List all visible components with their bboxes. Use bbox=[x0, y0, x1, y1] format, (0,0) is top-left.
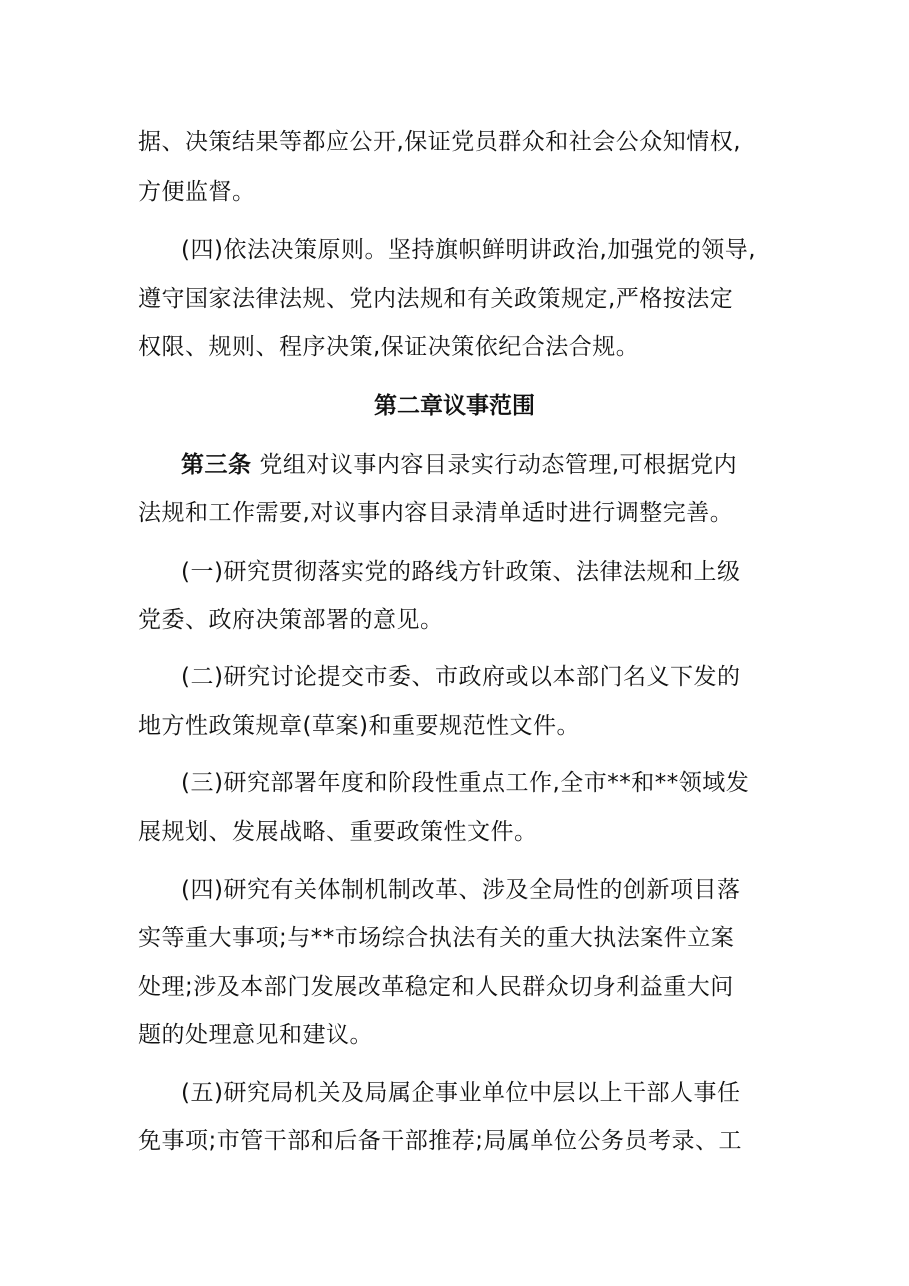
text-line: 权限、规则、程序决策,保证决策依纪合法合规。 bbox=[138, 334, 640, 360]
article-text: 党组对议事内容目录实行动态管理,可根据党内 bbox=[259, 452, 738, 478]
text-line: 实等重大事项;与**市场综合执法有关的重大执法案件立案 bbox=[138, 925, 735, 951]
text-line: 地方性政策规章(草案)和重要规范性文件。 bbox=[138, 713, 580, 739]
text-line: 据、决策结果等都应公开,保证党员群众和社会公众知情权, bbox=[138, 129, 742, 155]
text-line: (五)研究局机关及局属企事业单位中层以上干部人事任 bbox=[181, 1080, 741, 1106]
text-line: (三)研究部署年度和阶段性重点工作,全市**和**领域发 bbox=[181, 770, 750, 796]
text-line: 党委、政府决策部署的意见。 bbox=[138, 607, 444, 633]
chapter-heading: 第二章议事范围 bbox=[374, 393, 535, 419]
text-line: (四)研究有关体制机制改革、涉及全局性的创新项目落 bbox=[181, 877, 741, 903]
text-line: 方便监督。 bbox=[138, 179, 256, 205]
text-line: 处理;涉及本部门发展改革稳定和人民群众切身利益重大问 bbox=[138, 974, 734, 1000]
text-line: 遵守国家法律法规、党内法规和有关政策规定,严格按法定 bbox=[138, 286, 734, 312]
article-line bbox=[181, 450, 737, 480]
text-line: 法规和工作需要,对议事内容目录清单适时进行调整完善。 bbox=[138, 500, 734, 526]
text-line: 题的处理意见和建议。 bbox=[138, 1022, 373, 1048]
text-line: 免事项;市管干部和后备干部推荐;局属单位公务员考录、工 bbox=[138, 1128, 742, 1154]
text-line: (二)研究讨论提交市委、市政府或以本部门名义下发的 bbox=[181, 664, 741, 690]
text-line: 展规划、发展战略、重要政策性文件。 bbox=[138, 819, 538, 845]
text-line: (四)依法决策原则。坚持旗帜鲜明讲政治,加强党的领导, bbox=[181, 237, 757, 263]
text-line: (一)研究贯彻落实党的路线方针政策、法律法规和上级 bbox=[181, 559, 741, 585]
article-label: 第三条 bbox=[181, 452, 252, 478]
